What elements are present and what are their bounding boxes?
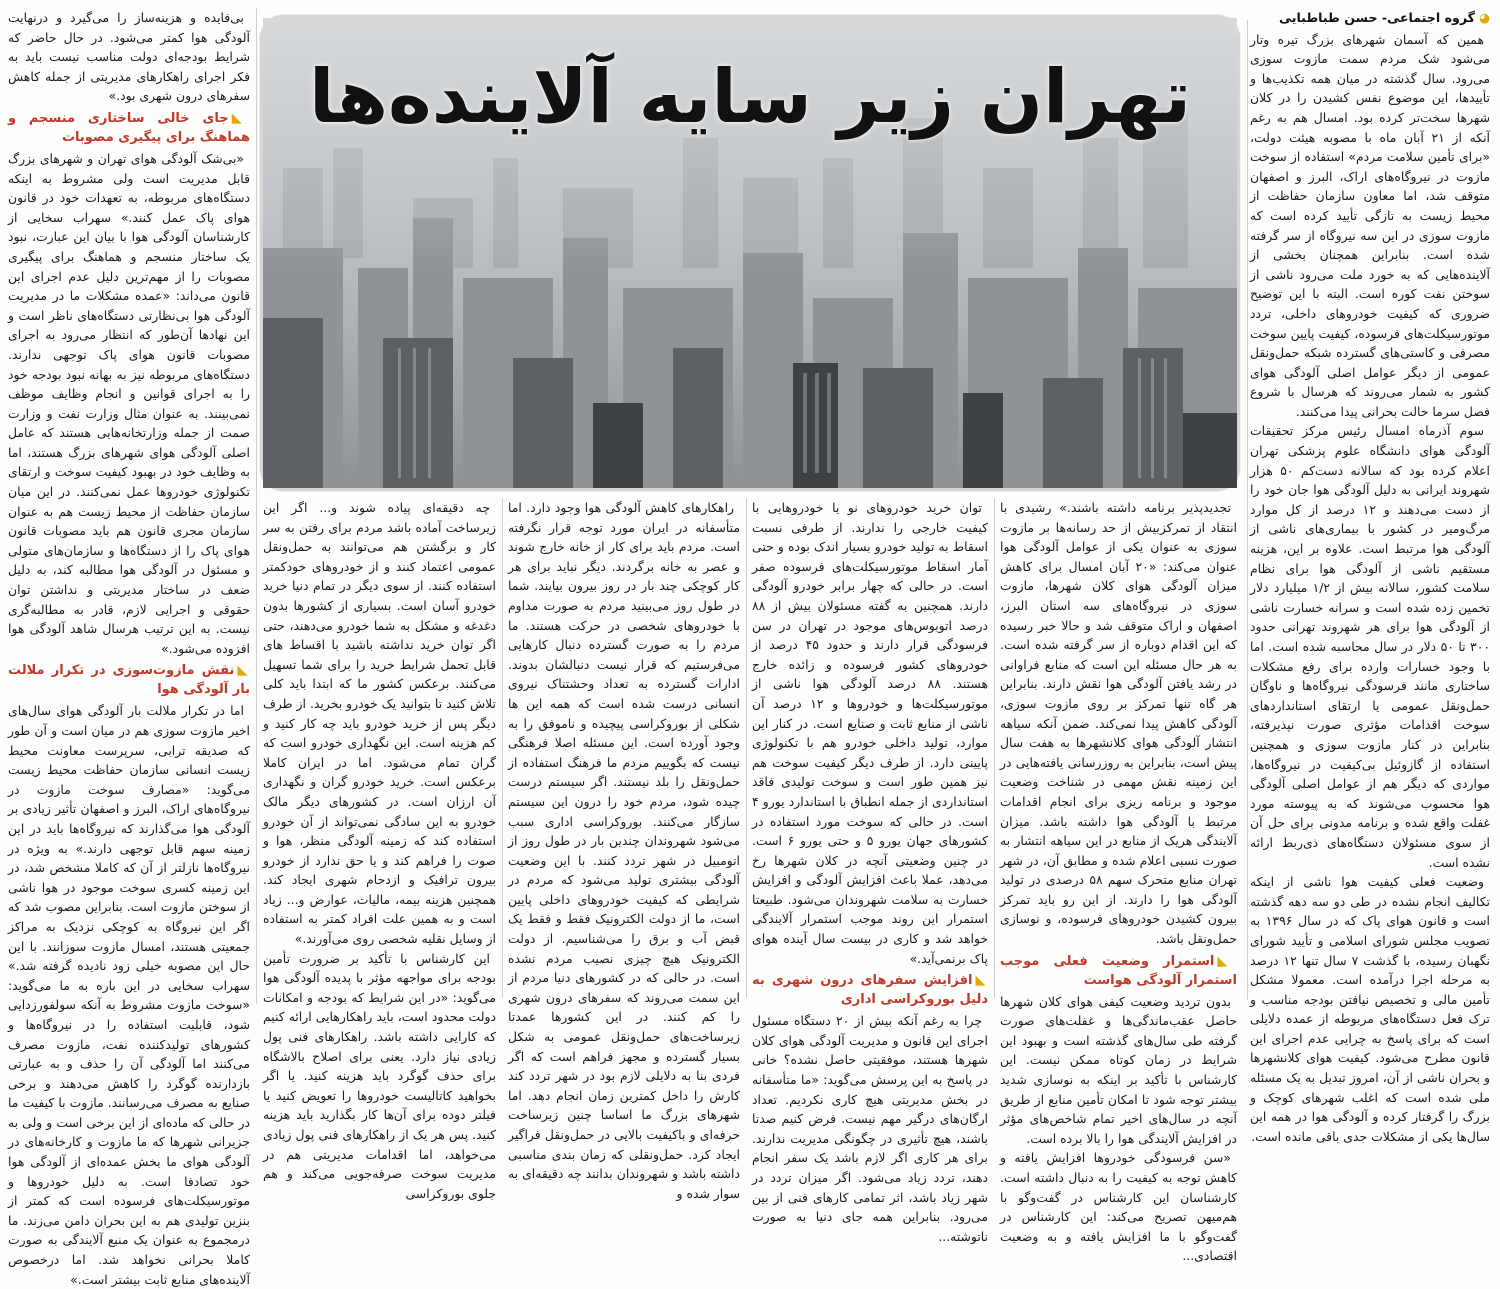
cover-photo bbox=[263, 18, 1237, 488]
column-divider bbox=[256, 8, 257, 1004]
column-divider bbox=[994, 498, 995, 998]
paragraph: «بی‌شک آلودگی هوای تهران و شهرهای بزرگ قابل مدیریت است ولی مشروط به اینکه دستگاه‌های مربوطه، به تعهدات خود در قانون هوای پاک عمل کنند.» سهراب سخایی از کارشناسان آلودگی هوا با بیان این عبارت، نبود یک ساختار منسجم و هماهنگ برای پیگیری مصوبات را از مهم‌ترین دلیل عدم اجرای این قانون می‌داند: «عمده مشکلات ما در مدیریت آلودگی هوا بی‌نظارتی دستگاه‌های ناظر است و این نهادها آن‌طور که انتظار می‌رود به اجرای مصوبات قانون هوای پاک توجهی ندارند. دستگاه‌های مربوطه نیز به بهانه نبود بودجه خود را به اجرای قوانین و انجام وظایف موظف نمی‌بینند. به عنوان مثال وزارت نفت و وزارت صمت از جمله وزارتخانه‌هایی هستند که عامل اصلی آلودگی هوای شهرهای بزرگ هستند، اما به وظایف خود در بهبود کیفیت سوخت و ارتقای تکنولوژی خودروها عمل نمی‌کنند. در این میان سازمان حفاظت از محیط زیست هم به عنوان سازمان مجری قانون هم باید مصوبات قانون هوای پاک را از دستگاه‌ها و سازمان‌های متولی و مسئول در آلودگی هوا مطالبه کند، به دلیل ضعف در ساختار مدیریتی و نداشتن توان حقوقی و اجرایی لازم، قادر به مطالبه‌گری نیست. به این ترتیب هرسال شاهد آلودگی هوا افزوده می‌شود.» bbox=[8, 150, 250, 656]
paragraph: توان خرید خودروهای نو یا خودروهایی با کیفیت خارجی را ندارند. از طرفی نسبت اسقاط به تولید خودرو بسیار اندک بوده و حتی آمار اسقاط موتورسیکلت‌های فرسوده صفر است. در حالی که چهار برابر خودرو آلودگی دارند. همچنین به گفته مسئولان بیش از ۸۸ درصد اتوبوس‌های موجود در تهران در سن فرسودگی قرار دارند و حدود ۴۵ درصد از خودروهای کشور فرسوده و زائده خارج هستند. ۸۸ درصد آلودگی هوا ناشی از موتورسیکلت‌ها و خودروها و ۱۲ درصد آن ناشی از منابع ثابت و صنایع است. در کنار این موارد، تولید داخلی خودرو هم با تکنولوژی پایینی دارد. از طرف دیگر کیفیت سوخت هم نیز همین طور است و سوخت تولیدی فاقد استانداردی از جمله انطباق با استاندارد یورو ۴ است. در حالی که سوخت مورد استفاده در کشورهای جهان یورو ۵ و حتی یورو ۶ است. در چنین وضعیتی آنچه در کلان شهرها رخ می‌دهد، عملا باعث افزایش آلودگی و افزایش خسارت به سلامت شهروندان می‌شود. طبیعتا استمرار این روند موجب استمرار آلایندگی خواهد شد و کاری در بیست سال آینده هوای پاک برنمی‌آید.» bbox=[752, 500, 988, 966]
column-divider bbox=[746, 498, 747, 998]
paragraph: اما در تکرار ملالت بار آلودگی هوای سال‌های اخیر مازوت سوزی هم در میان است و آن طور که صدیقه ترابی، سرپرست معاونت محیط زیست انسانی سازمان حفاظت محیط زیست می‌گوید: «مصارف سوخت مازوت در نیروگاه‌های اراک، البرز و اصفهان تأثیر زیادی بر آلودگی هوا می‌گذارند که نیروگاه‌ها باید در این زمینه سهم قابل توجهی دارند.» به ویژه در نیروگاه‌ها نازلتر از آن که کاملا مشخص شد، در این زمینه کسری سوخت موجود در هوا ناشی از سوختن مازوت است. بنابراین مصوب شد که اگر این نیروگاه به کوچکی نزدیک به مراکز جمعیتی هستند، امسال مازوت سوزانند. با این حال این مصوبه خیلی زود نادیده گرفته شد.» سهراب سخایی در این باره به ما می‌گوید: «سوخت مازوت مشروط به آنکه سولفورزدایی شود، قابلیت استفاده را در نیروگاه‌ها و کشورهای تولیدکننده نفت، مازوت مصرف می‌کنند اما آلودگی آن را حذف و به عبارتی بازدارنده گوگرد را کاهش می‌دهند و برخی صنایع به مصرف می‌رسانند. مازوت با کیفیت ما در حالی که ماده‌ای از این برخی است و ولی به جزیرانی شهرها که ما مازوت و کارخانه‌های در آلودگی هوای ما بخش عمده‌ای از آلودگی هوا خود تصادفا است. به دلیل خودروها و موتورسیکلت‌های فرسوده است که کمتر از بنزین تولیدی هم به این بحران دامن می‌زند. ما درمجموع به عنوان یک منبع آلایندگی به صورت کاملا بحرانی نخواهد شد. اما درخصوص آلاینده‌های منابع ثابت بیشتر است.» bbox=[8, 703, 250, 1287]
paragraph: تجدیدپذیر برنامه داشته باشند.» رشیدی با انتقاد از تمرکزبیش از حد رسانه‌ها بر مازوت سوزی به عنوان یکی از عوامل آلودگی هوا عنوان می‌کند: «۲۰ آبان امسال برای کاهش میزان آلودگی هوای کلان شهرها، مازوت سوزی در نیروگاه‌های سه استان البرز، اصفهان و اراک متوقف شد و حالا خبر رسیده که این اقدام دوباره از سر گرفته شده است. به هر حال مسئله این است که منابع فراوانی در رشد یافتن آلودگی هوا نقش دارند. بنابراین هر گاه تنها تمرکز بر روی مازوت سوزی، آلودگی کاهش پیدا نمی‌کند. ضمن آنکه سیاهه انتشار آلودگی هوای کلانشهرها به هفت سال پیش است، بنابراین به روزرسانی یافته‌هایی در این زمینه نقش مهمی در شناخت وضعیت موجود و برنامه ریزی برای انجام اقدامات مرتبط با آلودگی هوا داشته باشد. میزان آلایندگی هریک از منابع در این سیاهه انتشار به صورت نسبی اعلام شده و مطابق آن، در شهر تهران منابع متحرک سهم ۵۸ درصدی در تولید آلودگی هوا را دارند. از این رو باید تمرکز بیرون کشیدن خودروهای فرسوده، و نوسازی حمل‌ونقل باشد. bbox=[1000, 500, 1237, 947]
column-2 bbox=[1000, 498, 1237, 1264]
paragraph: سوم آذرماه امسال رئیس مرکز تحقیقات آلودگی هوای دانشگاه علوم پزشکی تهران اعلام کرده بود که سالانه دست‌کم ۵۰ هزار شهروند ایرانی به دلیل آلودگی هوا جان خود را از دست می‌دهند و ۱۲ درصد از کل موارد مرگ‌ومیر در کشور با بیماری‌های ناشی از آلودگی هوا مرتبط است. علاوه بر این، هزینه مستقیم ناشی از آلودگی هوا برای نظام سلامت کشور، سالانه بیش از ۱/۲ میلیارد دلار تخمین زده شده است و سرانه خسارت ناشی از آلودگی هوا برای هر شهروند تهرانی حدود ۳۰۰ تا ۵۰ دلار در سال محاسبه شده است. اما با وجود خسارات وارده برای رفع مشکلات ساختاری مانند فرسودگی نیروگاه‌ها و ناوگان حمل‌ونقل عمومی یا ارتقای استانداردهای سوخت اقدامات مؤثری صورت نپذیرفته، بنابراین در کنار مازوت سوزی و همچنین استفاده از گازوئیل بی‌کیفیت در نیروگاه‌ها، مواردی که دیگر هم از عوامل اصلی آلودگی هوا محسوب می‌شوند که به پیوسته مورد غفلت واقع شده و برنامه مدونی برای حل آن از سوی مسئولان دستگاه‌های ذی‌ربط ارائه نشده است. bbox=[1250, 423, 1491, 870]
byline: ◕گروه اجتماعی- حسن طباطبایی bbox=[1278, 10, 1490, 25]
section-marker-icon: ◕ bbox=[1479, 10, 1490, 25]
subheading-marker-icon: ◣ bbox=[237, 663, 250, 679]
column-divider bbox=[502, 498, 503, 998]
subheading-marker-icon: ◣ bbox=[231, 110, 251, 126]
paragraph: بدون تردید وضعیت کیفی هوای کلان شهرها حاصل عقب‌ماندگی‌ها و غفلت‌های صورت گرفته طی سال‌های گذشته است و بهبود این شرایط در زمان کوتاه ممکن نیست. این کارشناس با تأکید بر اینکه به نوسازی شدید بیشتر توجه شود تا امکان تأمین منابع از طریق آنچه در سال‌های اخیر تمام شاخص‌های مؤثر در افزایش آلایندگی هوا را بالا برده است. bbox=[1000, 993, 1237, 1146]
subheading-marker-icon: ◣ bbox=[1217, 953, 1237, 969]
paragraph: راهکارهای کاهش آلودگی هوا وجود دارد. اما متأسفانه در ایران مورد توجه قرار نگرفته است. مردم باید برای کار از خانه خارج شوند و عصر به خانه برگردند. دیگر نباید برای هر کار کوچکی چند بار در روز بیرون بیایند. شما در طول روز می‌بینید مردم به صورت مداوم با خودروهای شخصی در حرکت هستند. ما مردم را به صورت گسترده دنبال کارهایی می‌فرستیم که قرار نیست دنبالشان بدوند. ادارات گسترده به تعداد وحشتناک نیروی انسانی درست شده است که همه این ها شکلی از بوروکراسی پیچیده و ناموفق را به وجود آورده است. این مسئله اصلا فرهنگی نیست که بگوییم مردم ما فرهنگ استفاده از حمل‌ونقل را بلد نیستند. اگر سیستم درست چیده شود، مردم خود را درون این سیستم سازگار می‌کنند. بوروکراسی اداری سبب می‌شود شهروندان چندین بار در طول روز از اتومبیل در شهر تردد کنند. با این وضعیت آلودگی بیشتری تولید می‌شود که مردم در شرایطی که کیفیت خودروهای داخلی پایین است، ما از دولت الکترونیک فقط و فقط یک قبض آب و برق را می‌شناسیم. از دولت الکترونیک هیچ چیزی نصیب مردم نشده است. در حالی که در کشورهای دنیا مردم از این سمت می‌روند که سفرهای درون شهری را کم کنند. در این کشورها عمدتا زیرساخت‌های حمل‌ونقل عمومی به شکل بسیار گسترده و مجهز فراهم است که اگر فردی بنا به دلایلی لازم بود در شهر تردد کند کارش را داخل کمترین زمان انجام دهد. اما شهرهای بزرگ ما اساسا چنین زیرساخت حرفه‌ای و باکیفیت بالایی در حمل‌ونقل فراگیر ایجاد کرد. حمل‌ونقلی که زمان بندی مناسبی داشته باشد و شهروندان بدانند چه دقیقه‌ای به سوار شده و bbox=[508, 500, 740, 1201]
paragraph: چه دقیقه‌ای پیاده شوند و... اگر این زیرساخت آماده باشد مردم برای رفتن به سر کار و برگشتن هم می‌توانند به حمل‌ونقل عمومی اعتماد کنند و از خودروهای خودکمتر استفاده کنند. از سوی دیگر در تمام دنیا خرید خودرو آسان است. بسیاری از کشورها بدون دغدغه و مشکل به شما خودرو می‌دهند، حتی اگر توان خرید نداشته باشید با اقساط های قابل تحمل شرایط خرید را برای شما تسهیل می‌کنند. برعکس کشور ما که ابتدا باید کلی تلاش کنید تا بتوانید یک خودرو بخرید. از طرف دیگر پس از خرید خودرو باید چه کار کنید و کم هزینه است. این نگهداری خودرو است که گران تمام می‌شود. اما در ایران کاملا برعکس است. خرید خودرو گران و نگهداری آن ارزان است. در کشورهای دیگر مالک خودرو به این سادگی نمی‌تواند از آن خودرو استفاده کند که زمینه آلودگی منظر، هوا و صوت را فراهم کند و یا حق ندارد از خودرو بیرون ترافیک و ازدحام شهری ایجاد کند. همچنین هزینه بیمه، مالیات، عوارض و... زیاد است و به همین علت افراد کمتر به استفاده از وسایل نقلیه شخصی روی می‌آورند.» bbox=[263, 500, 496, 947]
paragraph: بی‌فایده و هزینه‌ساز را می‌گیرد و درنهایت آلودگی هوا کمتر می‌شود. در حال حاضر که شرایط بودجه‌ای دولت مناسب نیست باید به فکر اجرای راهکارهای مدیریتی از جمله کاهش سفرهای درون شهری بود.» bbox=[8, 10, 250, 104]
paragraph: چرا به رغم آنکه بیش از ۲۰ دستگاه مسئول اجرای این قانون و مدیریت آلودگی هوای کلان شهرها هستند، موفقیتی حاصل نشده؟ خانی در پاسخ به این پرسش می‌گوید: «ما متأسفانه در بخش مدیریتی هیچ کاری نکردیم. تعداد ارگان‌های درگیر مهم نیست. فرض کنیم صدتا باشند، هیچ تأثیری در چگونگی مدیریت ندارند. برای هر کاری اگر لازم باشد یک سفر انجام دهند، تردد زیاد می‌شود. اگر میزان تردد در شهر زیاد باشد، اثر تمامی کارهای فنی از بین می‌رود. بنابراین همه جای دنیا به صورت ناتوشته... bbox=[752, 1013, 988, 1244]
subheading: ◣افزایش سفرهای درون شهری به دلیل بوروکراسی اداری bbox=[752, 973, 989, 1008]
paragraph: «سن فرسودگی خودروها افزایش یافته و کاهش توجه به کیفیت را به دنبال داشته است. کارشناسان این کارشناس در گفت‌وگو با هم‌میهن تصریح می‌کند: این کارشناس در گفت‌وگو با ما افزایش یافته و به وضعیت اقتصادی... bbox=[1000, 1150, 1237, 1264]
paragraph: وضعیت فعلی کیفیت هوا ناشی از اینکه تکالیف انجام نشده در طی دو سه دهه گذشته است و قانون هوای پاک که در سال ۱۳۹۶ به تصویب مجلس شورای اسلامی و تأیید شورای نگهبان رسیده، با گذشت ۷ سال تنها ۱۲ درصد به مرحله اجرا درآمده است. معمولا مشکل تأمین مالی و تخصیص نیافتن بودجه مناسب و ترک فعل دستگاه‌های مربوطه از عمده دلایلی است که برای پاسخ به چرایی عدم اجرای این قانون مطرح می‌شود. کیفیت هوای کلانشهرها و بحران ناشی از آن، امروز تبدیل به یک مسئله ملی شده است که اغلب شهرهای کوچک و بزرگ را گرفتار کرده و آلودگی هوا در همه این سال‌ها یکی از مشکلات جدی باقی مانده است. bbox=[1250, 874, 1490, 1144]
column-4 bbox=[508, 498, 740, 1201]
paragraph: همین که آسمان شهرهای بزرگ تیره وتار می‌شود شک مردم سمت مازوت سوزی می‌رود. سال گذشته در میان همه تکذیب‌ها و تأییدها، این موضوع نفس کشیدن را در کلان شهرها سخت‌تر کرده بود. امسال هم به رغم آنکه از ۲۱ آبان ماه با مصوبه هیئت دولت، «برای تأمین سلامت مردم» استفاده از سوخت مازوت در نیروگاه‌های اراک، البرز و اصفهان متوقف شد، اما معاون سازمان حفاظت از محیط زیست به تازگی تأیید کرده است که مازوت سوزی در این سه نیروگاه از سر گرفته شده است. بنابراین همچنان بخشی از آلاینده‌هایی که به خورد ملت می‌رود ناشی از سوختن نفت کوره است. البته با این توضیح ضروری که کیفیت خودروهای داخلی، تردد موتورسیکلت‌های فرسوده، کیفیت پایین سوخت مصرفی و کاستی‌های گسترده شبکه حمل‌ونقل عمومی از دیگر عوامل اصلی آلودگی هوای کشور به شمار می‌روند که هرسال با شروع فصل سرما حالت بحرانی پیدا می‌کنند. bbox=[1250, 31, 1490, 419]
column-5 bbox=[263, 498, 496, 1201]
subheading: ◣نقش مازوت‌سوزی در تکرار ملالت بار آلودگی هوا bbox=[8, 663, 250, 698]
subheading: ◣جای خالی ساختاری منسجم و هماهنگ برای پیگیری مصوبات bbox=[8, 110, 251, 145]
column-6 bbox=[8, 8, 251, 1287]
column-1 bbox=[1250, 8, 1491, 1144]
column-divider bbox=[1247, 20, 1248, 1000]
headline: تهران زیر سایه آلاینده‌ها bbox=[308, 54, 1192, 140]
subheading: ◣استمرار وضعیت فعلی موجب استمرار آلودگی هواست bbox=[1000, 953, 1237, 988]
paragraph: این کارشناس با تأکید بر ضرورت تأمین بودجه برای مواجهه مؤثر با پدیده آلودگی هوا می‌گوید: «در این شرایط که بودجه و امکانات دولت محدود است، باید راهکارهایی ارائه کنیم که کارایی داشته باشد. راهکارهای فنی پول زیادی نیاز دارد. یعنی برای اصلاح بالاشگاه برای حذف گوگرد باید هزینه کنید. یا اگر بخواهید کاتالیست خودروها را تعویض کنید یا فیلتر دوده برای آن‌ها کار بگذارید باید هزینه کنید. پس هر یک از راهکارهای فنی پول زیادی می‌خواهد، اما اقدامات مدیریتی هم در مدیریت سوخت صرفه‌جویی می‌کند و هم جلوی بوروکراسی bbox=[263, 950, 496, 1201]
column-3 bbox=[752, 498, 989, 1244]
subheading-marker-icon: ◣ bbox=[975, 973, 989, 989]
